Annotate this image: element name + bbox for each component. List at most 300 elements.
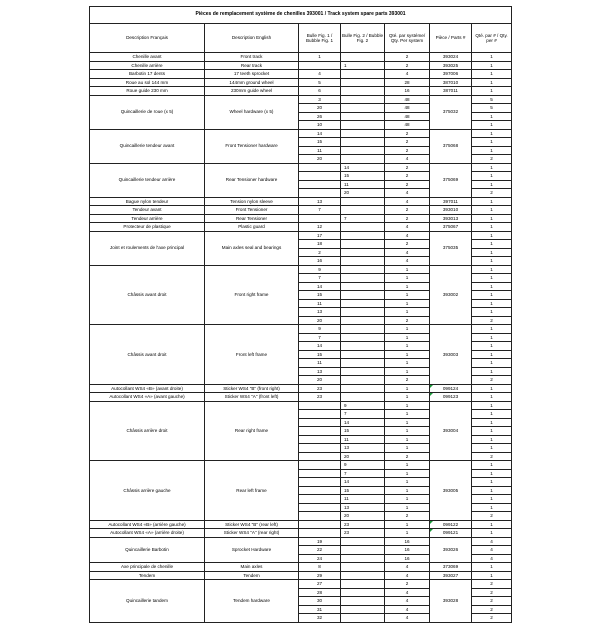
qty-per-part-cell: 1 [472, 112, 512, 121]
description-fr: Axe principale de chenille [90, 563, 205, 572]
bubble-fig2-cell [341, 53, 385, 62]
description-fr: Quincaillerie tandem [90, 580, 205, 623]
qty-per-system-cell: 48 [385, 95, 430, 104]
qty-per-part-cell: 1 [472, 129, 512, 138]
bubble-fig1-cell [299, 495, 341, 504]
part-number-cell: 373069 [430, 563, 472, 572]
header-bubble-fig1: Bulle Fig. 1 / Bubble Fig. 1 [299, 24, 341, 53]
bubble-fig2-cell [341, 597, 385, 606]
qty-per-part-cell: 1 [472, 214, 512, 223]
description-fr: Quincaillerie Barbotin [90, 537, 205, 563]
bubble-fig1-cell [299, 435, 341, 444]
description-en: Front track [205, 53, 299, 62]
bubble-fig2-cell [341, 265, 385, 274]
bubble-fig2-cell: 23 [341, 529, 385, 538]
qty-per-part-cell: 2 [472, 155, 512, 164]
qty-per-system-cell: 48 [385, 121, 430, 130]
qty-per-part-cell: 2 [472, 512, 512, 521]
bubble-fig1-cell: 3 [299, 95, 341, 104]
bubble-fig1-cell: 20 [299, 104, 341, 113]
part-number-cell: 397011 [430, 197, 472, 206]
bubble-fig1-cell: 18 [299, 240, 341, 249]
qty-per-system-cell: 1 [385, 367, 430, 376]
bubble-fig2-cell [341, 588, 385, 597]
qty-per-part-cell: 1 [472, 571, 512, 580]
description-en: Main axles [205, 563, 299, 572]
part-number-cell: 393002 [430, 265, 472, 325]
qty-per-system-cell: 2 [385, 376, 430, 385]
qty-per-part-cell: 1 [472, 87, 512, 96]
qty-per-system-cell: 1 [385, 282, 430, 291]
description-fr: Barbotin 17 dents [90, 70, 205, 79]
qty-per-part-cell: 1 [472, 70, 512, 79]
qty-per-system-cell: 1 [385, 461, 430, 470]
qty-per-system-cell: 2 [385, 214, 430, 223]
bubble-fig1-cell: 15 [299, 291, 341, 300]
bubble-fig2-cell [341, 308, 385, 317]
qty-per-system-cell: 1 [385, 274, 430, 283]
description-fr: Protecteur de plastique [90, 223, 205, 232]
table-row [90, 95, 512, 104]
part-number-cell: 375069 [430, 163, 472, 197]
bubble-fig2-cell [341, 554, 385, 563]
qty-per-part-cell: 1 [472, 333, 512, 342]
bubble-fig1-cell [299, 427, 341, 436]
bubble-fig2-cell: 14 [341, 478, 385, 487]
bubble-fig2-cell [341, 95, 385, 104]
part-number-cell: 393010 [430, 206, 472, 215]
qty-per-part-cell: 2 [472, 316, 512, 325]
qty-per-part-cell: 1 [472, 248, 512, 257]
description-fr: Tendeur arrière [90, 214, 205, 223]
qty-per-part-cell: 2 [472, 580, 512, 589]
bubble-fig2-cell [341, 78, 385, 87]
description-en: Sticker WS4 "A" (rear right) [205, 529, 299, 538]
qty-per-system-cell: 1 [385, 469, 430, 478]
bubble-fig2-cell [341, 350, 385, 359]
table-row [90, 520, 512, 529]
qty-per-system-cell: 48 [385, 104, 430, 113]
qty-per-system-cell: 1 [385, 520, 430, 529]
bubble-fig1-cell: 23 [299, 384, 341, 393]
qty-per-system-cell: 1 [385, 265, 430, 274]
description-fr: Tendeur avant [90, 206, 205, 215]
qty-per-part-cell: 1 [472, 384, 512, 393]
table-row [90, 563, 512, 572]
qty-per-system-cell: 2 [385, 316, 430, 325]
table-row [90, 393, 512, 402]
qty-per-part-cell: 1 [472, 163, 512, 172]
description-en: Main axles seal and bearings [205, 231, 299, 265]
table-row [90, 70, 512, 79]
description-fr: Châssis avant droit [90, 325, 205, 385]
bubble-fig1-cell: 5 [299, 78, 341, 87]
bubble-fig2-cell [341, 104, 385, 113]
table-row [90, 223, 512, 232]
bubble-fig2-cell [341, 282, 385, 291]
description-en: Front Tensioner hardware [205, 129, 299, 163]
qty-per-part-cell: 1 [472, 486, 512, 495]
bubble-fig1-cell [299, 512, 341, 521]
table-row [90, 384, 512, 393]
qty-per-system-cell: 48 [385, 112, 430, 121]
bubble-fig1-cell: 8 [299, 563, 341, 572]
bubble-fig1-cell: 15 [299, 350, 341, 359]
bubble-fig2-cell: 15 [341, 427, 385, 436]
qty-per-part-cell: 1 [472, 53, 512, 62]
description-fr: Autocollant WS4 «B» (avant droite) [90, 384, 205, 393]
qty-per-system-cell: 4 [385, 605, 430, 614]
bubble-fig1-cell: 11 [299, 359, 341, 368]
table-row [90, 571, 512, 580]
part-number-cell: 393024 [430, 53, 472, 62]
part-number-cell: 375035 [430, 231, 472, 265]
table-row [90, 265, 512, 274]
bubble-fig1-cell [299, 214, 341, 223]
bubble-fig2-cell [341, 138, 385, 147]
qty-per-part-cell: 1 [472, 61, 512, 70]
bubble-fig2-cell: 11 [341, 435, 385, 444]
bubble-fig1-cell [299, 418, 341, 427]
part-number-cell: 375068 [430, 129, 472, 163]
bubble-fig1-cell: 4 [299, 70, 341, 79]
qty-per-system-cell: 2 [385, 452, 430, 461]
bubble-fig1-cell: 1 [299, 53, 341, 62]
qty-per-part-cell: 5 [472, 95, 512, 104]
bubble-fig1-cell: 20 [299, 316, 341, 325]
table-row [90, 580, 512, 589]
bubble-fig2-cell [341, 605, 385, 614]
bubble-fig2-cell [341, 333, 385, 342]
qty-per-system-cell: 16 [385, 546, 430, 555]
bubble-fig1-cell: 19 [299, 537, 341, 546]
part-number-cell: 375032 [430, 95, 472, 129]
bubble-fig2-cell [341, 274, 385, 283]
part-number-cell: 393025 [430, 61, 472, 70]
bubble-fig1-cell [299, 503, 341, 512]
qty-per-part-cell: 1 [472, 520, 512, 529]
bubble-fig2-cell: 23 [341, 520, 385, 529]
bubble-fig1-cell [299, 461, 341, 470]
qty-per-system-cell: 2 [385, 129, 430, 138]
bubble-fig1-cell: 32 [299, 614, 341, 623]
qty-per-part-cell: 2 [472, 597, 512, 606]
bubble-fig2-cell: 15 [341, 172, 385, 181]
bubble-fig2-cell [341, 146, 385, 155]
qty-per-part-cell: 2 [472, 189, 512, 198]
qty-per-system-cell: 1 [385, 401, 430, 410]
bubble-fig2-cell [341, 376, 385, 385]
qty-per-part-cell: 1 [472, 503, 512, 512]
bubble-fig2-cell [341, 614, 385, 623]
bubble-fig2-cell [341, 155, 385, 164]
qty-per-system-cell: 1 [385, 342, 430, 351]
description-en: Front Tensioner [205, 206, 299, 215]
qty-per-system-cell: 4 [385, 614, 430, 623]
bubble-fig1-cell [299, 172, 341, 181]
table-row [90, 206, 512, 215]
qty-per-part-cell: 2 [472, 452, 512, 461]
qty-per-system-cell: 1 [385, 418, 430, 427]
qty-per-system-cell: 4 [385, 571, 430, 580]
bubble-fig2-cell: 13 [341, 444, 385, 453]
qty-per-system-cell: 2 [385, 53, 430, 62]
bubble-fig2-cell: 15 [341, 486, 385, 495]
qty-per-part-cell: 2 [472, 605, 512, 614]
description-fr: Quincaillerie tendeur avant [90, 129, 205, 163]
part-number-cell: 099121 [430, 529, 472, 538]
description-en: Tension nylon sleeve [205, 197, 299, 206]
qty-per-part-cell: 1 [472, 469, 512, 478]
bubble-fig1-cell: 28 [299, 588, 341, 597]
qty-per-part-cell: 1 [472, 291, 512, 300]
qty-per-part-cell: 1 [472, 180, 512, 189]
header-qty-per-part: Qté. par # / Qty. per # [472, 24, 512, 53]
qty-per-system-cell: 4 [385, 563, 430, 572]
qty-per-part-cell: 4 [472, 554, 512, 563]
bubble-fig2-cell [341, 129, 385, 138]
bubble-fig2-cell [341, 393, 385, 402]
qty-per-part-cell: 1 [472, 231, 512, 240]
bubble-fig2-cell: 14 [341, 163, 385, 172]
part-number-cell: 393028 [430, 580, 472, 623]
part-number-cell: 099123 [430, 393, 472, 402]
table-row [90, 87, 512, 96]
qty-per-part-cell: 1 [472, 78, 512, 87]
qty-per-system-cell: 4 [385, 248, 430, 257]
description-fr: Chenille arrière [90, 61, 205, 70]
bubble-fig1-cell: 12 [299, 223, 341, 232]
qty-per-part-cell: 1 [472, 435, 512, 444]
table-row [90, 214, 512, 223]
bubble-fig1-cell [299, 452, 341, 461]
description-en: Front left frame [205, 325, 299, 385]
table-row [90, 231, 512, 240]
bubble-fig1-cell: 7 [299, 333, 341, 342]
bubble-fig1-cell: 11 [299, 299, 341, 308]
description-fr: Joint et roulements de l'axe principal [90, 231, 205, 265]
qty-per-part-cell: 1 [472, 359, 512, 368]
bubble-fig2-cell: 9 [341, 461, 385, 470]
qty-per-system-cell: 1 [385, 308, 430, 317]
part-number-cell: 375067 [430, 223, 472, 232]
qty-per-system-cell: 4 [385, 597, 430, 606]
bubble-fig1-cell: 27 [299, 580, 341, 589]
bubble-fig2-cell: 14 [341, 418, 385, 427]
qty-per-system-cell: 2 [385, 138, 430, 147]
description-fr: Autocollant WS4 «A» (arrière droite) [90, 529, 205, 538]
bubble-fig1-cell: 11 [299, 146, 341, 155]
qty-per-system-cell: 1 [385, 384, 430, 393]
qty-per-system-cell: 1 [385, 393, 430, 402]
table-row [90, 529, 512, 538]
bubble-fig1-cell: 9 [299, 265, 341, 274]
title-row [90, 7, 512, 24]
description-fr: Roue guide 230 mm [90, 87, 205, 96]
bubble-fig2-cell [341, 231, 385, 240]
bubble-fig1-cell: 23 [299, 393, 341, 402]
qty-per-part-cell: 1 [472, 299, 512, 308]
description-en: Sticker WS4 "A" (front left) [205, 393, 299, 402]
parts-table [89, 6, 512, 623]
part-number-cell: 393013 [430, 214, 472, 223]
bubble-fig2-cell [341, 359, 385, 368]
table-row [90, 325, 512, 334]
bubble-fig1-cell [299, 189, 341, 198]
part-number-cell: 393004 [430, 401, 472, 461]
bubble-fig2-cell: 7 [341, 410, 385, 419]
qty-per-part-cell: 1 [472, 325, 512, 334]
description-en: 17 teeth sprocket [205, 70, 299, 79]
qty-per-system-cell: 1 [385, 333, 430, 342]
qty-per-part-cell: 4 [472, 537, 512, 546]
bubble-fig1-cell [299, 61, 341, 70]
qty-per-part-cell: 1 [472, 367, 512, 376]
qty-per-system-cell: 2 [385, 512, 430, 521]
bubble-fig2-cell [341, 316, 385, 325]
bubble-fig1-cell: 26 [299, 112, 341, 121]
bubble-fig2-cell [341, 580, 385, 589]
qty-per-system-cell: 28 [385, 78, 430, 87]
bubble-fig1-cell: 6 [299, 87, 341, 96]
table-row [90, 61, 512, 70]
header-bubble-fig2: Bulle Fig. 2 / Bubble Fig. 2 [341, 24, 385, 53]
part-number-cell: 393026 [430, 537, 472, 563]
table-row [90, 163, 512, 172]
description-fr: Tendem [90, 571, 205, 580]
qty-per-part-cell: 1 [472, 282, 512, 291]
qty-per-part-cell: 1 [472, 461, 512, 470]
qty-per-part-cell: 1 [472, 478, 512, 487]
bubble-fig1-cell: 2 [299, 248, 341, 257]
qty-per-part-cell: 1 [472, 138, 512, 147]
qty-per-part-cell: 1 [472, 146, 512, 155]
table-row [90, 53, 512, 62]
description-en: Rear Tensioner [205, 214, 299, 223]
bubble-fig2-cell [341, 291, 385, 300]
bubble-fig2-cell [341, 121, 385, 130]
part-number-cell: 393005 [430, 461, 472, 521]
qty-per-system-cell: 2 [385, 206, 430, 215]
description-en: Plastic guard [205, 223, 299, 232]
bubble-fig1-cell: 10 [299, 121, 341, 130]
bubble-fig2-cell: 1 [341, 61, 385, 70]
qty-per-part-cell: 1 [472, 257, 512, 266]
bubble-fig2-cell [341, 112, 385, 121]
bubble-fig1-cell: 22 [299, 546, 341, 555]
bubble-fig2-cell [341, 197, 385, 206]
bubble-fig1-cell: 20 [299, 376, 341, 385]
header-description-fr: Description Français [90, 24, 205, 53]
qty-per-part-cell: 1 [472, 444, 512, 453]
description-fr: Châssis arrière droit [90, 401, 205, 461]
description-en: Sprocket Hardware [205, 537, 299, 563]
bubble-fig2-cell [341, 342, 385, 351]
bubble-fig2-cell: 9 [341, 401, 385, 410]
qty-per-part-cell: 1 [472, 172, 512, 181]
qty-per-system-cell: 1 [385, 529, 430, 538]
bubble-fig2-cell: 11 [341, 495, 385, 504]
qty-per-system-cell: 1 [385, 503, 430, 512]
description-en: Front right frame [205, 265, 299, 325]
qty-per-part-cell: 1 [472, 495, 512, 504]
table-row [90, 401, 512, 410]
qty-per-system-cell: 2 [385, 240, 430, 249]
part-number-cell: 393003 [430, 325, 472, 385]
bubble-fig2-cell [341, 325, 385, 334]
qty-per-system-cell: 1 [385, 325, 430, 334]
description-en: 230mm guide wheel [205, 87, 299, 96]
table-row [90, 129, 512, 138]
bubble-fig2-cell [341, 70, 385, 79]
bubble-fig1-cell: 9 [299, 325, 341, 334]
description-fr: Quincaillerie de roue (x 5) [90, 95, 205, 129]
qty-per-system-cell: 1 [385, 444, 430, 453]
bubble-fig1-cell: 14 [299, 282, 341, 291]
bubble-fig1-cell [299, 401, 341, 410]
bubble-fig2-cell [341, 257, 385, 266]
bubble-fig1-cell: 13 [299, 197, 341, 206]
qty-per-system-cell: 4 [385, 257, 430, 266]
qty-per-system-cell: 1 [385, 410, 430, 419]
bubble-fig1-cell: 13 [299, 367, 341, 376]
description-fr: Châssis avant droit [90, 265, 205, 325]
bubble-fig1-cell [299, 469, 341, 478]
part-number-cell: 099122 [430, 520, 472, 529]
bubble-fig1-cell: 29 [299, 571, 341, 580]
bubble-fig2-cell: 11 [341, 180, 385, 189]
bubble-fig1-cell: 13 [299, 308, 341, 317]
description-en: Rear Tensioner hardware [205, 163, 299, 197]
bubble-fig2-cell: 20 [341, 189, 385, 198]
qty-per-part-cell: 2 [472, 614, 512, 623]
qty-per-part-cell: 1 [472, 563, 512, 572]
qty-per-part-cell: 5 [472, 104, 512, 113]
bubble-fig2-cell [341, 537, 385, 546]
qty-per-part-cell: 1 [472, 410, 512, 419]
description-fr: Autocollant WS4 «B» (arrière gauche) [90, 520, 205, 529]
qty-per-system-cell: 2 [385, 146, 430, 155]
description-en: Tendem hardware [205, 580, 299, 623]
qty-per-system-cell: 4 [385, 155, 430, 164]
bubble-fig1-cell: 24 [299, 554, 341, 563]
qty-per-part-cell: 1 [472, 393, 512, 402]
description-en: Rear left frame [205, 461, 299, 521]
qty-per-system-cell: 2 [385, 163, 430, 172]
header-part-number: Pièce / Parts # [430, 24, 472, 53]
bubble-fig1-cell [299, 486, 341, 495]
table-row [90, 78, 512, 87]
qty-per-system-cell: 1 [385, 350, 430, 359]
qty-per-system-cell: 4 [385, 197, 430, 206]
part-number-cell: 393027 [430, 571, 472, 580]
bubble-fig1-cell: 30 [299, 597, 341, 606]
bubble-fig1-cell: 14 [299, 129, 341, 138]
bubble-fig2-cell [341, 240, 385, 249]
bubble-fig1-cell [299, 478, 341, 487]
description-en: Sticker WS4 "B" (front right) [205, 384, 299, 393]
bubble-fig2-cell [341, 367, 385, 376]
bubble-fig1-cell: 17 [299, 231, 341, 240]
bubble-fig2-cell [341, 248, 385, 257]
qty-per-system-cell: 1 [385, 478, 430, 487]
qty-per-system-cell: 1 [385, 359, 430, 368]
description-en: Sticker WS4 "B" (rear left) [205, 520, 299, 529]
qty-per-part-cell: 1 [472, 265, 512, 274]
bubble-fig2-cell: 20 [341, 512, 385, 521]
qty-per-system-cell: 4 [385, 588, 430, 597]
qty-per-system-cell: 4 [385, 231, 430, 240]
